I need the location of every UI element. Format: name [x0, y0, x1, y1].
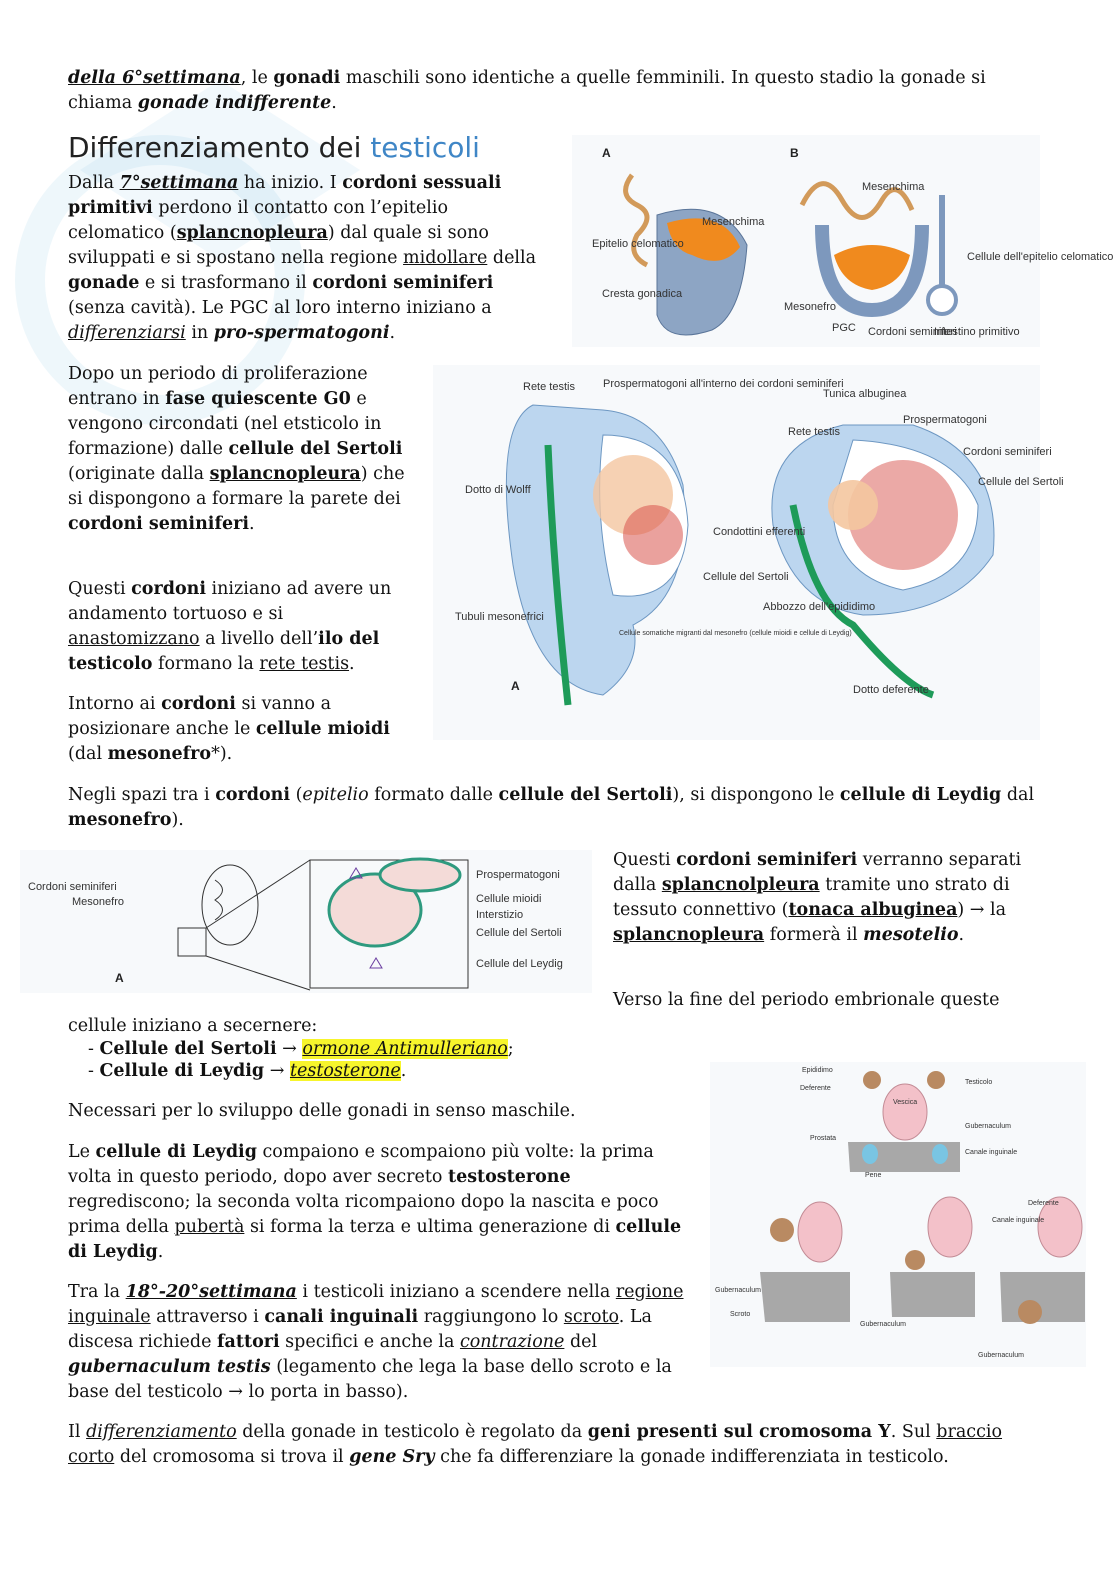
figure-label: Pene — [865, 1172, 882, 1179]
list-item: - Cellule del Sertoli → ormone Antimulleriano; — [88, 1039, 514, 1059]
paragraph-fase-quiescente: Dopo un periodo di proliferazione entrano in fase quiescente G0 e vengono circondati (nel etsticolo in formazione) dalle cellule del Sertoli (originate dalla splancnopleura) che si dispongono a formare la parete dei cordoni seminiferi. — [68, 364, 405, 534]
paragraph-secernere-line1: Verso la fine del periodo embrionale queste — [613, 990, 1000, 1010]
figure-label: Vescica — [893, 1099, 918, 1106]
paragraph-necessari: Necessari per lo sviluppo delle gonadi in senso maschile. — [68, 1101, 576, 1121]
figure-label: Tunica albuginea — [823, 388, 907, 400]
figure-label: Dotto deferente — [853, 684, 929, 696]
figure-label: Canale inguinale — [992, 1217, 1045, 1224]
figure-label: Deferente — [1028, 1200, 1059, 1207]
figure-label: Cresta gonadica — [602, 288, 683, 300]
paragraph-cordoni-sessuali: Dalla 7°settimana ha inizio. I cordoni sessuali primitivi perdono il contatto con l’epitelio celomatico (splancnopleura) dal quale si sono sviluppati e si spostano nella regione midollare della gonade e si trasformano il cordoni seminiferi (senza cavità). Le PGC al loro interno iniziano a differenziarsi in pro-spermatogoni. — [68, 173, 537, 343]
panel-label: A — [511, 679, 520, 693]
figure-label: Cellule somatiche migranti dal mesonefro (cellule mioidi e cellule di Leydig) — [619, 630, 852, 637]
panel-label: A — [115, 971, 124, 985]
panel-label: B — [790, 146, 799, 160]
figure-label: Prospermatogoni all'interno dei cordoni seminiferi — [603, 378, 844, 390]
figure-label: Abbozzo dell'epididimo — [763, 601, 876, 613]
figure-label: Cordoni seminiferi — [28, 881, 117, 893]
figure-label: Intestino primitivo — [934, 326, 1020, 338]
figure-label: Gubernaculum — [978, 1352, 1024, 1359]
figure-label: Gubernaculum — [715, 1287, 761, 1294]
figure-label: Dotto di Wolff — [465, 484, 531, 496]
section-heading: Differenziamento dei testicoli — [68, 131, 480, 164]
figure-label: Gubernaculum — [965, 1123, 1011, 1130]
paragraph-discesa-testicoli: Tra la 18°-20°settimana i testicoli iniziano a scendere nella regione inguinale attraverso i canali inguinali raggiungono lo scroto. La discesa richiede fattori specifici e anche la contrazione del gubernaculum testis (legamento che lega la base dello scroto e la base del testicolo → lo porta in basso). — [68, 1282, 684, 1402]
figure-label: Cellule mioidi — [476, 893, 542, 905]
figure-label: Cordoni seminiferi — [963, 446, 1052, 458]
figure-label: Cellule dell'epitelio celomatico — [967, 251, 1114, 263]
figure-label: Rete testis — [523, 381, 575, 393]
figure-label: Tubuli mesonefrici — [455, 611, 544, 623]
figure-label: Testicolo — [965, 1079, 993, 1086]
figure-label: Epididimo — [802, 1067, 833, 1074]
paragraph-albuginea: Questi cordoni seminiferi verranno separati dalla splancnolpleura tramite uno strato di tessuto connettivo (tonaca albuginea) → la splancnopleura formerà il mesotelio. — [613, 850, 1022, 945]
figure-label: Deferente — [800, 1085, 831, 1092]
figure-label: Mesonefro — [72, 896, 124, 908]
paragraph-rete-testis: Questi cordoni iniziano ad avere un andamento tortuoso e si anastomizzano a livello dell’ilo del testicolo formano la rete testis. — [68, 579, 392, 674]
figure-rete-testis — [433, 365, 1064, 740]
figure-label: Canale inguinale — [965, 1149, 1018, 1156]
secretion-list — [88, 1038, 514, 1082]
figure-label: Prospermatogoni — [476, 869, 560, 881]
figure-label: Scroto — [730, 1311, 751, 1318]
paragraph-cellule-mioidi: Intorno ai cordoni si vanno a posizionare anche le cellule mioidi (dal mesonefro*). — [68, 694, 390, 764]
figure-label: Cellule del Sertoli — [476, 927, 562, 939]
figure-label: Cellule del Sertoli — [703, 571, 789, 583]
paragraph-cromosoma-y: Il differenziamento della gonade in testicolo è regolato da geni presenti sul cromosoma Y. Sul braccio corto del cromosoma si trova il gene Sry che fa differenziare la gonade indifferenziata in testicolo. — [68, 1422, 1003, 1467]
figure-label: Cellule del Sertoli — [978, 476, 1064, 488]
figure-label: Mesenchima — [862, 181, 925, 193]
figure-label: Condottini efferenti — [713, 526, 806, 538]
figure-label: Mesenchima — [702, 216, 765, 228]
figure-label: PGC — [832, 322, 856, 334]
figure-discesa-testicoli — [710, 1062, 1086, 1367]
paragraph-leydig-generazioni: Le cellule di Leydig compaiono e scompaiono più volte: la prima volta in questo periodo, dopo aver secreto testosterone regrediscono; la seconda volta ricompaiono dopo la nascita e poco prima della pubertà si forma la terza e ultima generazione di cellule di Leydig. — [68, 1142, 682, 1262]
figure-label: Epitelio celomatico — [592, 238, 684, 250]
figure-gonade-indifferente — [572, 135, 1114, 347]
figure-label: Rete testis — [788, 426, 840, 438]
figure-label: Gubernaculum — [860, 1321, 906, 1328]
figure-label: Cordoni seminiferi — [868, 326, 957, 338]
figure-label: Interstizio — [476, 909, 524, 921]
figure-sezione-cordoni — [20, 850, 592, 993]
panel-label: A — [602, 146, 611, 160]
paragraph-leydig: Negli spazi tra i cordoni (epitelio formato dalle cellule del Sertoli), si dispongono le cellule di Leydig dal mesonefro). — [68, 785, 1035, 830]
intro-paragraph: della 6°settimana, le gonadi maschili sono identiche a quelle femminili. In questo stadio la gonade si chiama gonade indifferente. — [68, 68, 986, 113]
paragraph-secernere-line2: cellule iniziano a secernere: — [68, 1016, 318, 1036]
figure-label: Prospermatogoni — [903, 414, 987, 426]
figure-label: Cellule del Leydig — [476, 958, 563, 970]
list-item: - Cellule di Leydig → testosterone. — [88, 1061, 407, 1081]
figure-label: Prostata — [810, 1135, 837, 1142]
figure-label: Mesonefro — [784, 301, 836, 313]
